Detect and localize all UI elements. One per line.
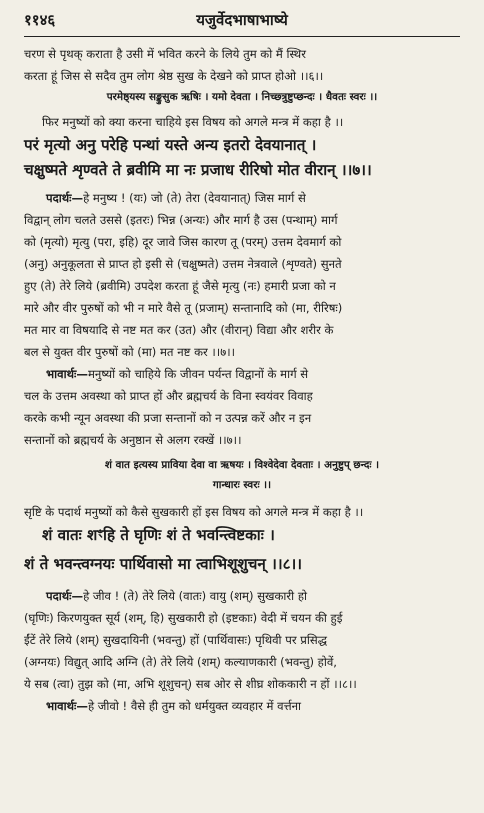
text-line: विद्वान् लोग चलते उससे (इतरः) भिन्न (अन्यः) और मार्ग है उस (पन्थाम्) मार्ग [24,213,338,227]
text-line: पदार्थः—हे मनुष्य ! (यः) जो (ते) तेरा (देवयानात्) जिस मार्ग से [46,191,306,205]
intro-line-7: फिर मनुष्यों को क्या करना चाहिये इस विषय को अगले मन्त्र में कहा है ।। [42,115,344,129]
mantra-line: चक्षुष्मते शृण्वते ते ब्रवीमि मा नः प्रजाध रीरिषो मोत वीरान् ।।७।। [24,161,372,179]
mantra-line: परं मृत्यो अनु परेहि पन्थां यस्ते अन्य इतरो देवयानात् । [24,136,317,154]
meta-line: गान्धारः स्वरः ।। [212,479,272,491]
meta-line: शं वात इत्यस्य प्राविया देवा वा ऋषयः । विश्वेदेवा देवताः । अनुष्टुप् छन्दः । [104,459,380,471]
padartha-8 [24,585,460,695]
padartha-label: पदार्थः— [46,589,84,603]
bhavartha-label: भावार्थः— [46,699,88,713]
text-line: करके कभी न्यून अवस्था की प्रजा सन्तानों को न उत्पन्न करें और न इन [24,411,312,425]
text-line: पदार्थः—हे जीव ! (ते) तेरे लिये (वातः) वायु (शम्) सुखकारी हो [46,589,308,603]
previous-paragraph-end [24,43,460,87]
page-title: यजुर्वेदभाषाभाष्ये [196,11,288,29]
text-line: ये सब (त्वा) तुझ को (मा, अभि शूशुचन्) सब ओर से शीघ्र शोककारी न हों ।।८।। [24,677,357,691]
mantra-meta-7: परमेष्ठ्यस्य सङ्कुसुक ऋषिः । यमो देवता । निच्छ्त्रुष्टुप्छन्दः । धैवतः स्वरः ।। [106,91,378,103]
page-number: ११४६ [24,11,56,29]
text-line: को (मृत्यो) मृत्यु (परा, इहि) दूर जावे जिस कारण तू (परम्) उत्तम देवमार्ग को [24,235,342,249]
text-line: मत मार वा विषयादि से नष्ट मत कर (उत) और (वीरान्) विद्या और शरीर के [24,323,334,337]
text-line: बल से युक्त वीर पुरुषों को (मा) मत नष्ट कर ।।७।। [24,345,236,359]
mantra-8 [24,523,460,577]
text-line: भावार्थः—हे जीवो ! वैसे ही तुम को धर्मयुक्त व्यवहार में वर्त्तना [46,699,302,713]
bhavartha-8 [24,695,460,717]
text-line: भावार्थः—मनुष्यों को चाहिये कि जीवन पर्यन्त विद्वानों के मार्ग से [46,367,309,381]
text-line: (अनु) अनुकूलता से प्राप्त हो इसी से (चक्षुष्मते) उत्तम नेत्रवाले (शृण्वते) सुनते [24,257,342,271]
bhavartha-7 [24,363,460,451]
text-line: सन्तानों को ब्रह्मचर्य के अनुष्ठान से अलग रक्खें ।।७।। [24,433,242,447]
text-line: ईंटें तेरे लिये (शम्) सुखदायिनी (भवन्तु) हों (पार्थिवासः) पृथिवी पर प्रसिद्ध [24,633,327,647]
text-line: चरण से पृथक् कराता है उसी में भवित करने के लिये तुम को मैं स्थिर [24,47,306,61]
text-line: मारे और वीर पुरुषों को भी न मारे वैसे तू (प्रजाम्) सन्तानादि को (मा, रीरिषः) [24,301,343,315]
page-header [24,10,460,37]
mantra-line: शं वातः शꣳहि ते घृणिः शं ते भवन्त्विष्टकाः । [42,526,275,544]
mantra-line: शं ते भवन्त्वग्नयः पार्थिवासो मा त्वाभिशूशुचन् ।।८।। [24,555,303,573]
text-line: चल के उत्तम अवस्था को प्राप्त हों और ब्रह्मचर्य के विना स्वयंवर विवाह [24,389,313,403]
text-line: करता हूं जिस से सदैव तुम लोग श्रेष्ठ सुख के देखने को प्राप्त होओ ।।६।। [24,69,324,83]
padartha-label: पदार्थः— [46,191,84,205]
bhavartha-label: भावार्थः— [46,367,88,381]
text-line: (घृणिः) किरणयुक्त सूर्य (शम्, हि) सुखकारी हो (इष्टकाः) वेदी में चयन की हुई [24,611,343,625]
mantra-meta-8 [24,455,460,495]
intro-line-8: सृष्टि के पदार्थ मनुष्यों को कैसे सुखकारी हों इस विषय को अगले मन्त्र में कहा है ।। [24,505,364,519]
mantra-7 [24,133,460,183]
text-line: हुए (ते) तेरे लिये (ब्रवीमि) उपदेश करता हूं जैसे मृत्यु (नः) हमारी प्रजा को न [24,279,336,293]
padartha-7 [24,187,460,363]
text-line: (अग्नयः) विद्युत् आदि अग्नि (ते) तेरे लिये (शम्) कल्याणकारी (भवन्तु) होवें, [24,655,337,669]
